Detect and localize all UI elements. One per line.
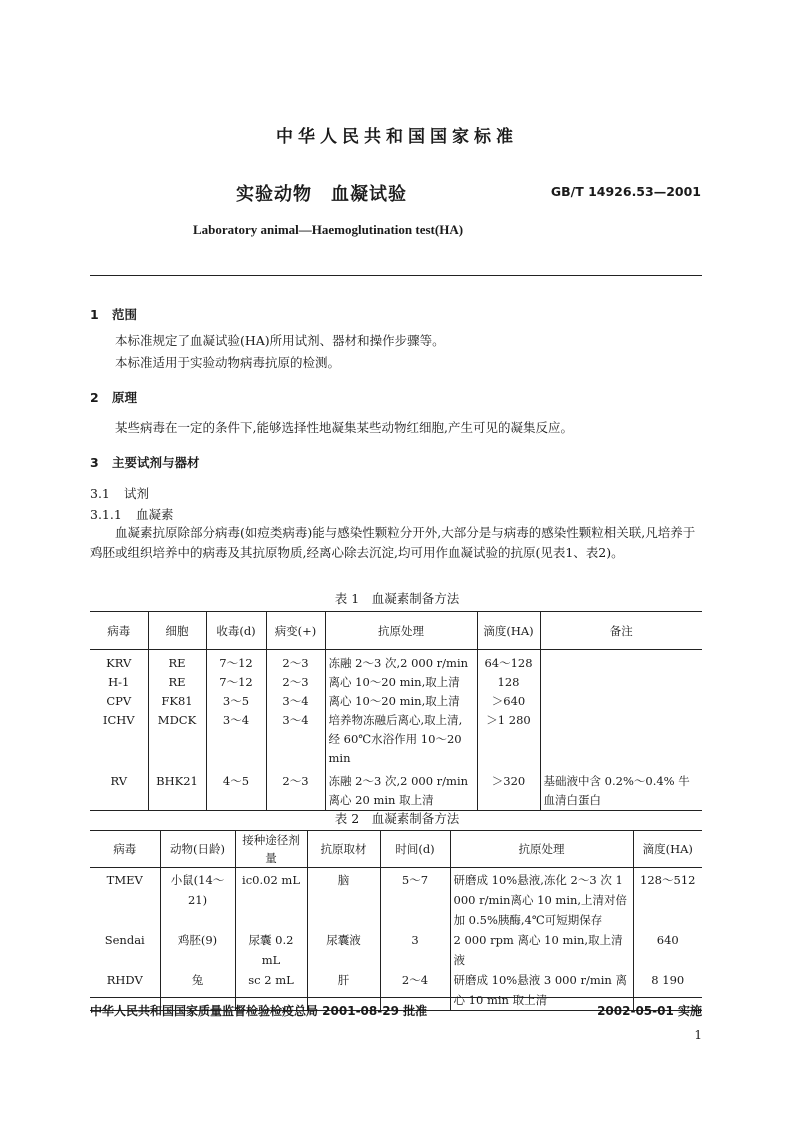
table-cell: KRV: [106, 656, 132, 670]
table-cell: 2 000 rpm 离心 10 min,取上清液: [450, 930, 633, 970]
table-2-caption: 表 2 血凝素制备方法: [334, 811, 460, 826]
table-cell: FK81: [148, 692, 206, 711]
section-number: 2: [90, 390, 99, 405]
table-cell: Sendai: [104, 933, 145, 947]
table-cell: 2～4: [380, 970, 450, 1011]
table-cell: 2～3: [266, 650, 325, 674]
table-cell: 3: [380, 930, 450, 970]
table-row: [90, 768, 702, 811]
section-1-heading: [90, 305, 137, 323]
subsection-3-1-1: [90, 505, 174, 523]
table-cell: 尿囊液: [307, 930, 380, 970]
column-header: 细胞: [148, 612, 206, 650]
column-header: 病毒: [90, 831, 160, 868]
table-row: [90, 930, 702, 970]
subsection-title: 血凝素: [136, 507, 174, 522]
table-cell: 128: [477, 673, 540, 692]
header-rule: [90, 275, 702, 276]
table-cell: 3～4: [266, 711, 325, 768]
table-cell: ＞320: [477, 768, 540, 811]
table-header-row: [90, 831, 702, 868]
table-cell: [540, 692, 702, 711]
table-cell: ic0.02 mL: [235, 868, 307, 931]
table-cell: 5～7: [380, 868, 450, 931]
table-1-caption: 表 1 血凝素制备方法: [334, 591, 460, 606]
column-header: 动物(日龄): [160, 831, 235, 868]
table-cell: H-1: [108, 675, 130, 689]
section-number: 3: [90, 455, 99, 470]
footer-rule: [90, 997, 702, 998]
approval-line: 中华人民共和国国家质量监督检验检疫总局 2001-08-29 批准: [90, 1004, 428, 1018]
table-cell: RHDV: [106, 973, 143, 987]
document-title: 实验动物 血凝试验: [236, 184, 407, 205]
implementation-date: 2002-05-01 实施: [597, 1004, 702, 1018]
subsection-number: 3.1.1: [90, 507, 122, 522]
table-cell: 离心 10～20 min,取上清: [325, 673, 477, 692]
column-header: 滴度(HA): [633, 831, 702, 868]
section-title: 主要试剂与器材: [112, 455, 200, 470]
column-header: 滴度(HA): [477, 612, 540, 650]
table-cell: TMEV: [106, 873, 143, 887]
subsection-number: 3.1: [90, 486, 110, 501]
table-cell: 冻融 2～3 次,2 000 r/min: [325, 650, 477, 674]
standard-code: GB/T 14926.53—2001: [550, 184, 701, 199]
table-row: [90, 692, 702, 711]
table-cell: 尿囊 0.2 mL: [235, 930, 307, 970]
table-cell: 研磨成 10%悬液,冻化 2～3 次 1 000 r/min离心 10 min,上清对倍加 0.5%胰酶,4℃可短期保存: [450, 868, 633, 931]
table-cell: 4～5: [206, 768, 266, 811]
section-title: 范围: [112, 307, 138, 322]
table-cell: 8 190: [633, 970, 702, 1011]
section-1-para-2: 本标准适用于实验动物病毒抗原的检测。: [115, 355, 341, 370]
table-cell: 3～4: [266, 692, 325, 711]
table-cell: 128～512: [633, 868, 702, 931]
table-cell: RE: [148, 673, 206, 692]
table-cell: sc 2 mL: [235, 970, 307, 1011]
column-header: 时间(d): [380, 831, 450, 868]
column-header: 抗原取材: [307, 831, 380, 868]
table-cell: 小鼠(14～21): [160, 868, 235, 931]
table-cell: 64～128: [477, 650, 540, 674]
section-2-heading: [90, 388, 137, 406]
table-cell: [540, 711, 702, 768]
national-standard-heading: 中华人民共和国国家标准: [276, 127, 518, 147]
table-2: [90, 830, 702, 1011]
section-1-para-1: 本标准规定了血凝试验(HA)所用试剂、器材和操作步骤等。: [115, 333, 445, 348]
section-title: 原理: [112, 390, 138, 405]
table-cell: ＞640: [477, 692, 540, 711]
column-header: 抗原处理: [325, 612, 477, 650]
english-title: Laboratory animal—Haemoglutination test(HA): [192, 222, 464, 237]
subsection-title: 试剂: [124, 486, 150, 501]
table-row: [90, 650, 702, 674]
table-cell: 兔: [160, 970, 235, 1011]
section-2-para-1: 某些病毒在一定的条件下,能够选择性地凝集某些动物红细胞,产生可见的凝集反应。: [115, 420, 573, 435]
table-cell: 鸡胚(9): [160, 930, 235, 970]
table-1: [90, 611, 702, 811]
column-header: 收毒(d): [206, 612, 266, 650]
column-header: 病变(+): [266, 612, 325, 650]
table-cell: RE: [148, 650, 206, 674]
table-cell: 脑: [307, 868, 380, 931]
table-cell: [540, 673, 702, 692]
table-cell: 肝: [307, 970, 380, 1011]
table-cell: RV: [110, 774, 128, 788]
column-header: 病毒: [90, 612, 148, 650]
subsection-3-1: [90, 484, 149, 502]
table-cell: 培养物冻融后离心,取上清,经 60℃水浴作用 10～20 min: [325, 711, 477, 768]
table-cell: 640: [633, 930, 702, 970]
table-cell: 7～12: [206, 650, 266, 674]
table-row: [90, 868, 702, 931]
column-header: 抗原处理: [450, 831, 633, 868]
table-cell: 3～4: [206, 711, 266, 768]
table-cell: 2～3: [266, 768, 325, 811]
table-cell: 2～3: [266, 673, 325, 692]
table-cell: BHK21: [148, 768, 206, 811]
table-cell: 基础液中含 0.2%～0.4% 牛血清白蛋白: [540, 768, 702, 811]
table-cell: 冻融 2～3 次,2 000 r/min 离心 20 min 取上清: [325, 768, 477, 811]
table-cell: 7～12: [206, 673, 266, 692]
table-row: [90, 711, 702, 768]
section-number: 1: [90, 307, 99, 322]
section-3-heading: [90, 453, 200, 471]
table-header-row: [90, 612, 702, 650]
column-header: 备注: [540, 612, 702, 650]
page-number: 1: [694, 1028, 702, 1042]
column-header: 接种途径剂量: [235, 831, 307, 868]
table-cell: ＞1 280: [477, 711, 540, 768]
table-cell: [540, 650, 702, 674]
table-row: [90, 673, 702, 692]
table-cell: MDCK: [148, 711, 206, 768]
table-cell: 3～5: [206, 692, 266, 711]
table-cell: CPV: [106, 694, 132, 708]
section-3-para-1: 血凝素抗原除部分病毒(如痘类病毒)能与感染性颗粒分开外,大部分是与病毒的感染性颗粒相关联,凡培养于鸡胚或组织培养中的病毒及其抗原物质,经离心除去沉淀,均可用作血凝试验的抗原(见表1、表2)。: [90, 525, 696, 560]
table-cell: 研磨成 10%悬液 3 000 r/min 离心 10 min 取上清: [450, 970, 633, 1011]
table-cell: 离心 10～20 min,取上清: [325, 692, 477, 711]
table-cell: ICHV: [102, 713, 135, 727]
